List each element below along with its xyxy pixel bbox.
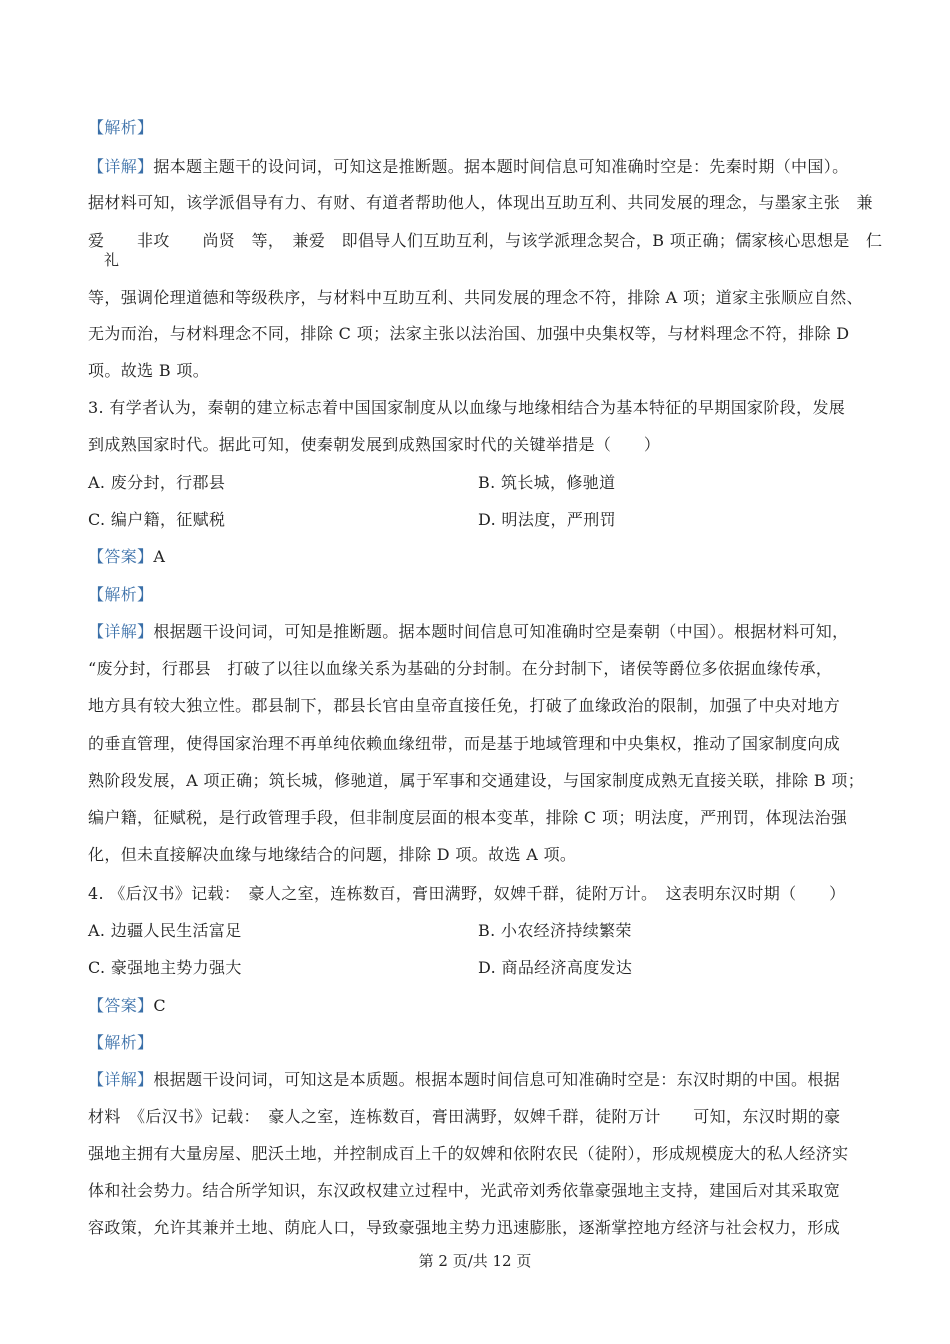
q2-analysis-tag: 【解析】	[88, 118, 154, 137]
q4-option-c: C. 豪强地主势力强大	[88, 958, 242, 977]
q4-options-row	[88, 921, 878, 941]
q3-detail-line: 熟阶段发展，A 项正确；筑长城，修驰道，属于军事和交通建设，与国家制度成熟无直接关联，排除 B 项；	[88, 771, 865, 790]
q4-detail-line: 容政策，允许其兼并土地、荫庇人口，导致豪强地主势力迅速膨胀，逐渐掌控地方经济与社会权力，形成	[88, 1218, 841, 1237]
q3-option-b: B. 筑长城，修驰道	[478, 473, 616, 492]
q4-detail-line: 材料 《后汉书》记载： 豪人之室，连栋数百，膏田满野，奴婢千群，徒附万计 可知，东汉时期的豪	[88, 1107, 841, 1126]
q3-detail-line: 编户籍，征赋税，是行政管理手段，但非制度层面的根本变革，排除 C 项；明法度，严刑罚，体现法治强	[88, 808, 848, 827]
q3-detail-tag: 【详解】	[88, 622, 154, 641]
q4-detail-line: 体和社会势力。结合所学知识，东汉政权建立过程中，光武帝刘秀依靠豪强地主支持，建国后对其采取宽	[88, 1181, 841, 1200]
q4-options-row	[88, 958, 878, 978]
q4-stem: 4. 《后汉书》记载： 豪人之室，连栋数百，膏田满野，奴婢千群，徒附万计。 这表明东汉时期（ ）	[88, 884, 846, 903]
q4-answer-line	[88, 996, 878, 1016]
q2-detail-line: 项。故选 B 项。	[88, 361, 210, 380]
q3-answer-line	[88, 547, 878, 567]
q4-answer-tag: 【答案】	[88, 996, 154, 1015]
page-footer: 第 2 页/共 12 页	[418, 1252, 532, 1270]
q4-detail-line	[88, 1070, 878, 1090]
q3-answer: A	[153, 547, 166, 566]
q2-detail-line: 无为而治，与材料理念不同，排除 C 项；法家主张以法治国、加强中央集权等，与材料理念不符，排除 D	[88, 324, 850, 343]
q4-option-b: B. 小农经济持续繁荣	[478, 921, 632, 940]
q2-detail-text: 据本题主题干的设问词，可知这是推断题。据本题时间信息可知准确时空是：先秦时期（中国）。	[153, 157, 849, 176]
q2-detail-line: 据材料可知，该学派倡导有力、有财、有道者帮助他人，体现出互助互利、共同发展的理念，与墨家主张 兼	[88, 193, 873, 212]
q4-option-a: A. 边疆人民生活富足	[88, 921, 242, 940]
q2-detail-tag: 【详解】	[88, 157, 154, 176]
q3-detail-line	[88, 622, 878, 642]
q3-option-a: A. 废分封，行郡县	[88, 473, 226, 492]
q2-detail-line	[88, 157, 878, 177]
q3-detail-line: 化，但未直接解决血缘与地缘结合的问题，排除 D 项。故选 A 项。	[88, 845, 577, 864]
q3-answer-tag: 【答案】	[88, 547, 154, 566]
q2-detail-line: 等，强调伦理道德和等级秩序，与材料中互助互利、共同发展的理念不符，排除 A 项；道家主张顺应自然、	[88, 288, 863, 307]
q3-detail-line: 的垂直管理，使得国家治理不再单纯依赖血缘纽带，而是基于地域管理和中央集权，推动了国家制度向成	[88, 734, 841, 753]
q3-option-c: C. 编户籍，征赋税	[88, 510, 226, 529]
q3-detail-line: 地方具有较大独立性。郡县制下，郡县长官由皇帝直接任免，打破了血缘政治的限制，加强了中央对地方	[88, 696, 841, 715]
q4-option-d: D. 商品经济高度发达	[478, 958, 633, 977]
q3-analysis-tag: 【解析】	[88, 585, 154, 604]
q2-detail-line: 爱 非攻 尚贤 等， 兼爱 即倡导人们互助互利，与该学派理念契合，B 项正确；儒家核心思想是 仁	[88, 231, 883, 250]
q4-detail-text: 根据题干设问词，可知这是本质题。根据本题时间信息可知准确时空是：东汉时期的中国。根据	[153, 1070, 841, 1089]
q4-detail-line: 强地主拥有大量房屋、肥沃土地，并控制成百上千的奴婢和依附农民（徒附），形成规模庞大的私人经济实	[88, 1144, 849, 1163]
q3-options-row	[88, 510, 878, 530]
q3-detail-line: “废分封，行郡县 打破了以往以血缘关系为基础的分封制。在分封制下，诸侯等爵位多依据血缘传承，	[88, 659, 833, 678]
q3-option-d: D. 明法度，严刑罚	[478, 510, 616, 529]
q2-detail-line: 礼	[104, 251, 120, 269]
q4-answer: C	[153, 996, 166, 1015]
q4-analysis-tag: 【解析】	[88, 1033, 154, 1052]
q3-stem-line: 到成熟国家时代。据此可知，使秦朝发展到成熟国家时代的关键举措是（ ）	[88, 435, 661, 454]
q3-stem-line: 3. 有学者认为，秦朝的建立标志着中国国家制度从以血缘与地缘相结合为基本特征的早期国家阶段，发展	[88, 398, 846, 417]
q3-detail-text: 根据题干设问词，可知是推断题。据本题时间信息可知准确时空是秦朝（中国）。根据材料可知，	[153, 622, 849, 641]
q3-options-row	[88, 473, 878, 493]
q4-detail-tag: 【详解】	[88, 1070, 154, 1089]
